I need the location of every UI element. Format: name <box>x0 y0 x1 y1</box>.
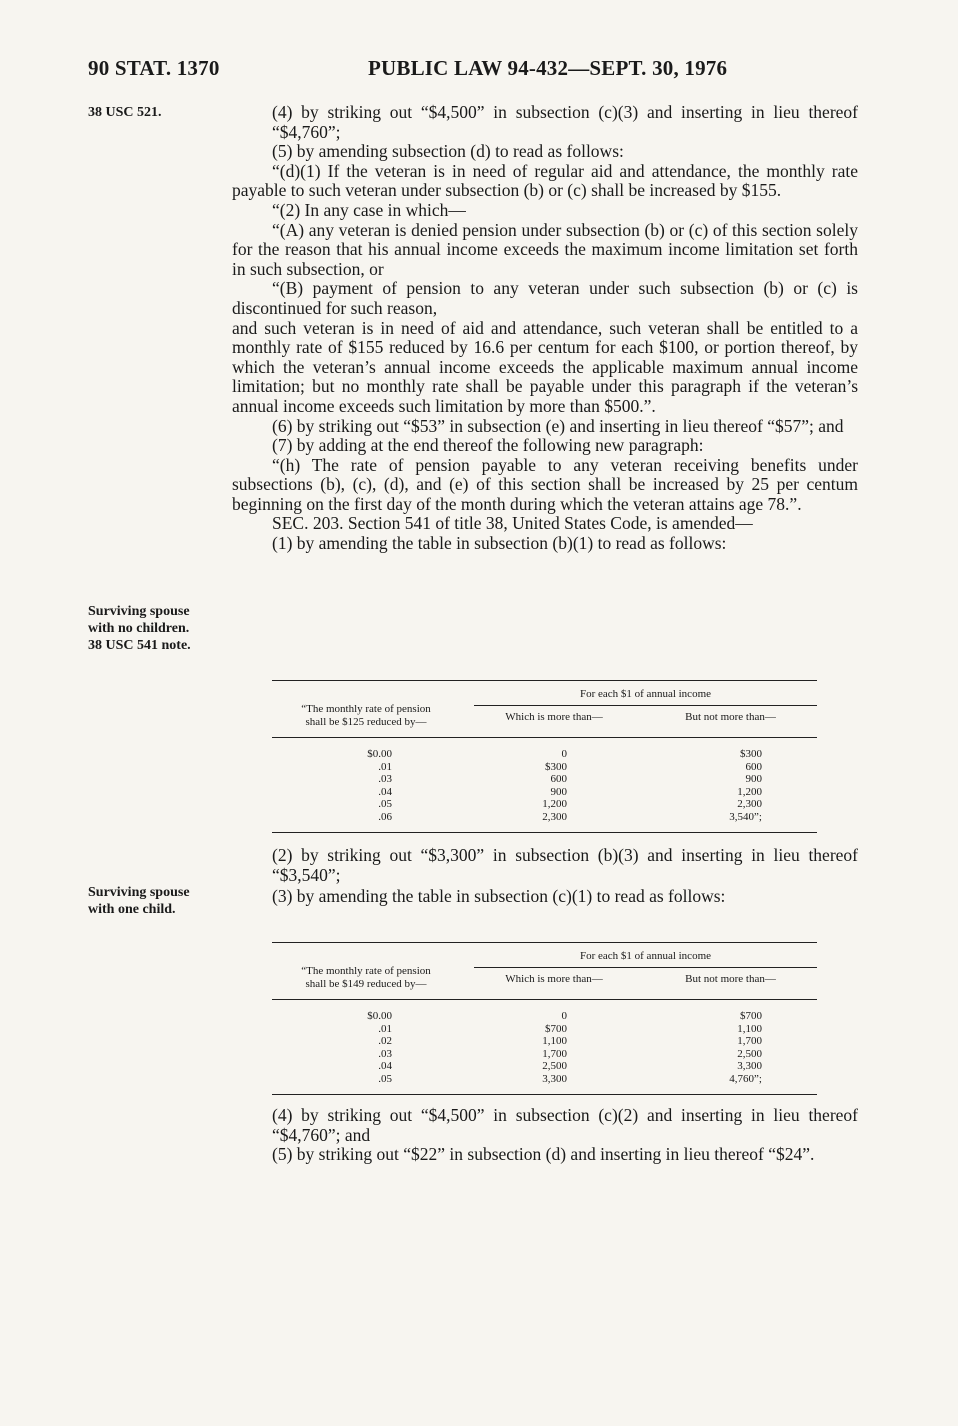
not-more-than-cell: 2,500 <box>737 1047 762 1060</box>
column-group-header: For each $1 of annual income <box>579 688 712 700</box>
margin-note-line: with one child. <box>88 902 176 917</box>
more-than-cell: $700 <box>545 1022 567 1035</box>
margin-note-line: with no children. <box>88 621 190 636</box>
paragraph: (1) by amending the table in subsection (b)(1) to read as follows: <box>272 533 727 554</box>
paragraph: “(A) any veteran is denied pension under subsection (b) or (c) of this section solely for the reason that his annual income exceeds the maximum income limitation set forth in such subsection, or <box>232 219 858 279</box>
more-than-cell: 1,700 <box>542 1047 567 1060</box>
not-more-than-cell: $700 <box>740 1010 762 1022</box>
column-header-not-more-than: But not more than— <box>685 711 776 723</box>
table-header <box>272 943 817 999</box>
stub-header-line: shall be $125 reduced by— <box>305 715 427 728</box>
more-than-cell: 900 <box>550 785 567 798</box>
stub-header-line: “The monthly rate of pension <box>301 965 431 977</box>
table-row <box>272 761 817 774</box>
paragraph: “(h) The rate of pension payable to any veteran receiving benefits under subsections (b), (c), (d), and (e) of this section shall be increased by 25 per centum beginning on the first day of the month during which the veteran attains age 78.”. <box>232 454 858 514</box>
margin-note-surviving-spouse-no-children <box>88 603 191 654</box>
rate-cell: .02 <box>378 1035 392 1048</box>
margin-note-surviving-spouse-one-child <box>88 884 190 918</box>
not-more-than-cell: 3,540”; <box>729 810 762 823</box>
section-text-part-2 <box>232 846 858 907</box>
stub-header-line: “The monthly rate of pension <box>301 703 431 715</box>
column-header-more-than: Which is more than— <box>505 973 603 985</box>
more-than-cell: 600 <box>550 773 567 786</box>
paragraph: (3) by amending the table in subsection (c)(1) to read as follows: <box>272 886 726 907</box>
column-header-more-than: Which is more than— <box>505 711 603 723</box>
table-row <box>272 1035 817 1048</box>
rate-cell: .01 <box>378 1022 392 1035</box>
more-than-cell: 1,200 <box>542 798 567 811</box>
not-more-than-cell: 4,760”; <box>729 1072 762 1085</box>
table-row <box>272 1010 817 1023</box>
more-than-cell: 0 <box>561 748 567 760</box>
not-more-than-cell: 600 <box>745 760 762 773</box>
table-bottom-rule <box>272 1094 817 1095</box>
more-than-cell: 3,300 <box>542 1072 567 1085</box>
rate-table-one-child <box>272 942 817 1095</box>
column-group-rule <box>474 705 817 706</box>
margin-note-line: Surviving spouse <box>88 604 190 619</box>
rate-cell: .03 <box>378 773 392 786</box>
table-row <box>272 1023 817 1036</box>
table-row <box>272 1048 817 1061</box>
table-row <box>272 773 817 786</box>
table-bottom-rule <box>272 832 817 833</box>
section-heading-paragraph: SEC. 203. Section 541 of title 38, United States Code, is amended— <box>272 513 753 534</box>
column-group-header: For each $1 of annual income <box>579 950 712 962</box>
column-group-rule <box>474 967 817 968</box>
not-more-than-cell: 1,200 <box>737 785 762 798</box>
rate-cell: .01 <box>378 760 392 773</box>
rate-cell: $0.00 <box>367 748 392 760</box>
more-than-cell: 0 <box>561 1010 567 1022</box>
paragraph: “(B) payment of pension to any veteran under such subsection (b) or (c) is discontinued for such reason, <box>232 278 858 318</box>
paragraph: “(d)(1) If the veteran is in need of regular aid and attendance, the monthly rate payable to such veteran under subsection (b) or (c) shall be increased by $155. <box>232 160 858 201</box>
table-row <box>272 798 817 811</box>
not-more-than-cell: 900 <box>745 773 762 786</box>
table-row <box>272 748 817 761</box>
table-header <box>272 681 817 737</box>
rate-cell: .05 <box>378 798 392 811</box>
margin-note-38-usc-521: 38 USC 521. <box>88 105 162 120</box>
paragraph: and such veteran is in need of aid and attendance, such veteran shall be entitled to a monthly rate of $155 reduced by 16.6 per centum for each $100, or portion thereof, by which the veteran’s annual income exceeds the applicable maximum annual income limitation; but no monthly rate shall be payable under this paragraph if the veteran’s annual income exceeds such limitation by more than $500.”. <box>232 317 858 416</box>
table-row <box>272 811 817 824</box>
not-more-than-cell: 3,300 <box>737 1060 762 1073</box>
not-more-than-cell: 1,700 <box>737 1035 762 1048</box>
paragraph: (7) by adding at the end thereof the following new paragraph: <box>272 435 704 456</box>
paragraph: (6) by striking out “$53” in subsection (e) and inserting in lieu thereof “$57”; and <box>272 415 844 436</box>
table-body <box>272 738 817 832</box>
rate-cell: .05 <box>378 1072 392 1085</box>
table-row <box>272 786 817 799</box>
stub-header-line: shall be $149 reduced by— <box>305 977 427 990</box>
rate-cell: $0.00 <box>367 1010 392 1022</box>
running-head: PUBLIC LAW 94-432—SEPT. 30, 1976 <box>368 56 728 80</box>
rate-table-no-children <box>272 680 817 833</box>
rate-cell: .04 <box>378 785 392 798</box>
more-than-cell: 2,500 <box>542 1060 567 1073</box>
margin-note-line: 38 USC 541 note. <box>88 638 191 653</box>
rate-cell: .06 <box>378 810 392 823</box>
paragraph: (4) by striking out “$4,500” in subsection (c)(2) and inserting in lieu thereof “$4,760”; and <box>272 1105 858 1145</box>
section-text-part-1 <box>232 103 858 554</box>
column-header-not-more-than: But not more than— <box>685 973 776 985</box>
table-row <box>272 1073 817 1086</box>
table-body <box>272 1000 817 1094</box>
paragraph: “(2) In any case in which— <box>272 199 466 220</box>
not-more-than-cell: $300 <box>740 748 762 760</box>
more-than-cell: $300 <box>545 760 567 773</box>
more-than-cell: 2,300 <box>542 810 567 823</box>
margin-note-line: Surviving spouse <box>88 885 190 900</box>
not-more-than-cell: 2,300 <box>737 798 762 811</box>
rate-cell: .04 <box>378 1060 392 1073</box>
rate-cell: .03 <box>378 1047 392 1060</box>
page-citation: 90 STAT. 1370 <box>88 56 220 80</box>
paragraph: (4) by striking out “$4,500” in subsection (c)(3) and inserting in lieu thereof “$4,760”; <box>272 102 858 142</box>
table-row <box>272 1060 817 1073</box>
paragraph: (2) by striking out “$3,300” in subsection (b)(3) and inserting in lieu thereof “$3,540”; <box>272 845 858 885</box>
table-stub-header <box>272 703 460 728</box>
more-than-cell: 1,100 <box>542 1035 567 1048</box>
paragraph: (5) by amending subsection (d) to read as follows: <box>272 141 624 162</box>
table-stub-header <box>272 965 460 990</box>
not-more-than-cell: 1,100 <box>737 1022 762 1035</box>
section-text-part-3 <box>232 1106 858 1165</box>
paragraph: (5) by striking out “$22” in subsection (d) and inserting in lieu thereof “$24”. <box>272 1144 815 1165</box>
